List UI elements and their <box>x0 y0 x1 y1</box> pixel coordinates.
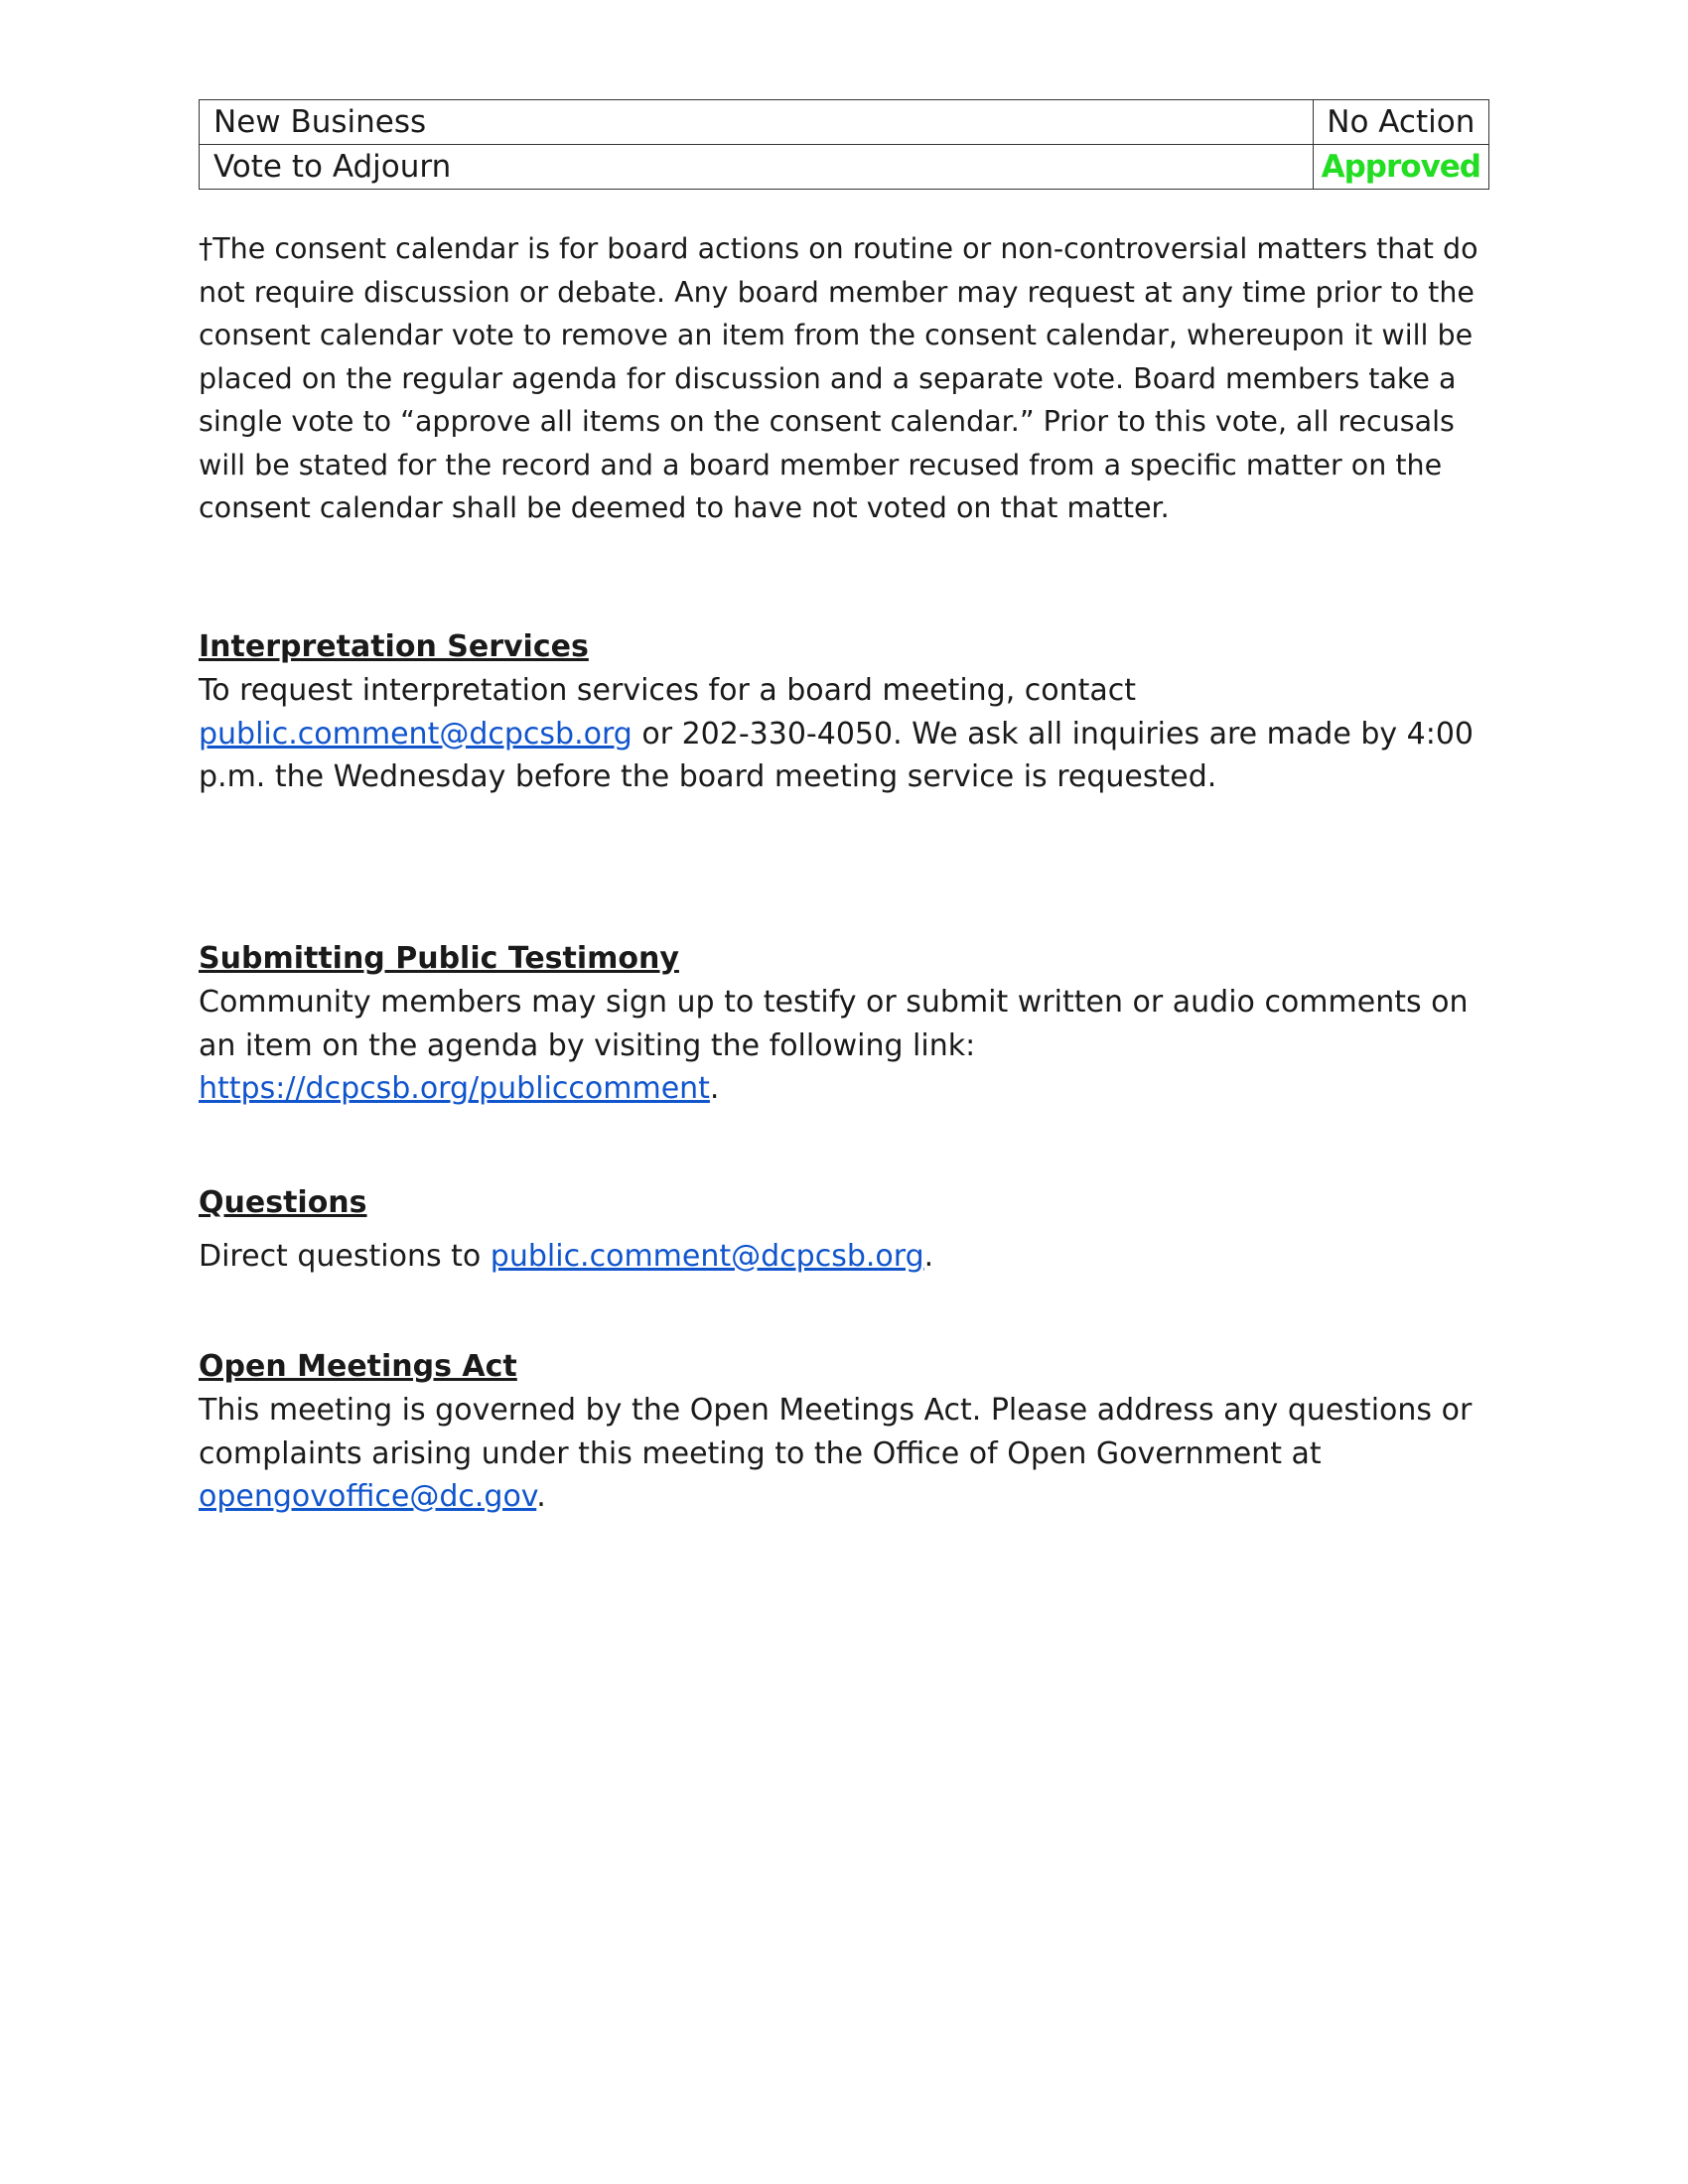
agenda-result-cell: No Action <box>1313 100 1488 145</box>
email-link[interactable]: opengovoffice@dc.gov <box>199 1479 537 1514</box>
agenda-results-table <box>199 99 1489 190</box>
interpretation-services-section <box>199 625 1489 799</box>
email-link[interactable]: public.comment@dcpcsb.org <box>490 1239 924 1274</box>
public-testimony-section <box>199 937 1489 1111</box>
body-text: . <box>536 1479 546 1514</box>
document-page <box>199 99 1489 1514</box>
consent-calendar-footnote: †The consent calendar is for board actions on routine or non-controversial matters that do not require discussion or debate. Any board member may request at any time prior to the consent calendar vote to remove an item from the consent calendar, whereupon it will be placed on the regular agenda for discussion and a separate vote. Board members take a single vote to “approve all items on the consent calendar.” Prior to this vote, all recusals will be stated for the record and a board member recused from a specific matter on the consent calendar shall be deemed to have not voted on that matter. <box>199 232 1478 524</box>
open-meetings-act-section <box>199 1345 1489 1519</box>
body-text: . <box>923 1239 934 1274</box>
table-row <box>200 145 1489 190</box>
section-body <box>199 1389 1489 1519</box>
body-text: Direct questions to <box>199 1239 491 1274</box>
section-body <box>199 669 1489 799</box>
section-heading: Interpretation Services <box>199 629 589 664</box>
section-body <box>199 981 1489 1111</box>
section-heading: Open Meetings Act <box>199 1349 517 1384</box>
body-text: or 202-330-4050. We ask all inquiries are made by 4:00 p.m. the Wednesday before the board meeting service is requested. <box>199 716 1475 794</box>
questions-section <box>199 1181 1489 1279</box>
body-text: To request interpretation services for a board meeting, contact <box>199 673 1137 708</box>
table-row <box>200 100 1489 145</box>
section-heading: Questions <box>199 1185 367 1220</box>
section-heading: Submitting Public Testimony <box>199 941 679 976</box>
body-text: . <box>709 1071 720 1106</box>
agenda-item-cell: New Business <box>200 100 1314 145</box>
approved-status: Approved <box>1313 145 1488 190</box>
email-link[interactable]: public.comment@dcpcsb.org <box>199 716 633 751</box>
body-text: This meeting is governed by the Open Meetings Act. Please address any questions or complaints arising under this meeting to the Office of Open Government at <box>199 1393 1473 1471</box>
agenda-item-cell: Vote to Adjourn <box>200 145 1314 190</box>
body-text: Community members may sign up to testify or submit written or audio comments on an item on the agenda by visiting the following link: <box>199 985 1469 1063</box>
section-body <box>199 1235 1489 1279</box>
public-comment-link[interactable]: https://dcpcsb.org/publiccomment <box>199 1071 710 1106</box>
